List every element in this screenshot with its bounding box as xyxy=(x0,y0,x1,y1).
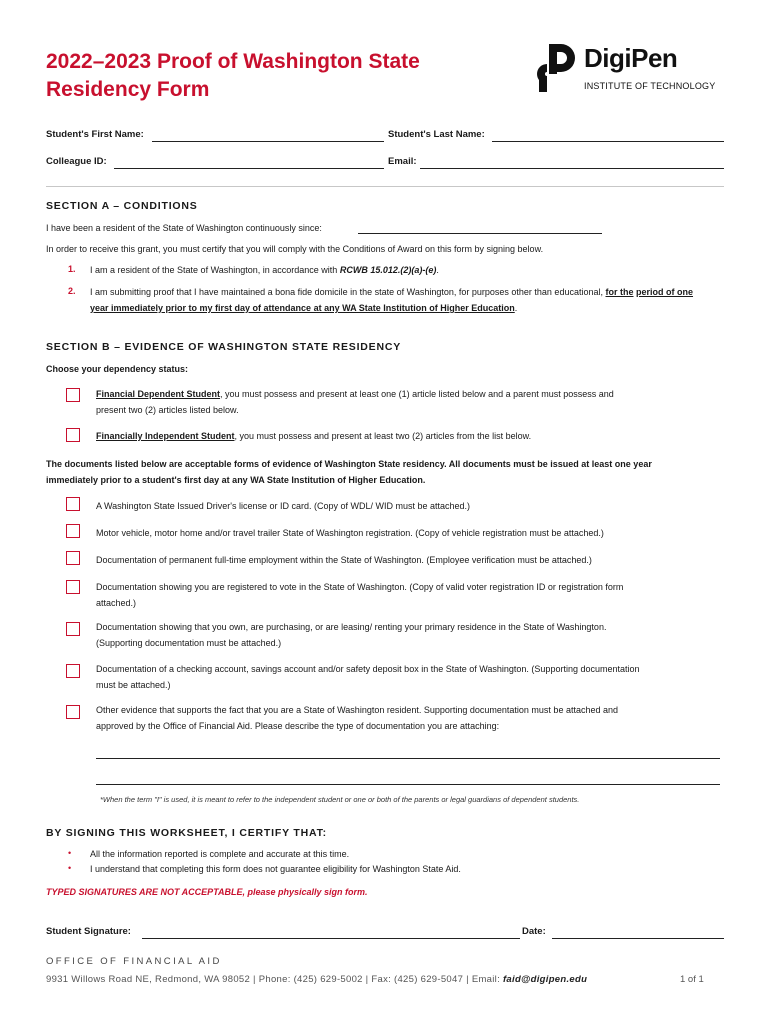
footer-contact: 9931 Willows Road NE, Redmond, WA 98052 | Phone: (425) 629-5002 | Fax: (425) 629-5047 | Email: xyxy=(46,974,501,985)
certify-bullet-1: All the information reported is complete and accurate at this time. xyxy=(90,849,350,859)
rcw-reference: RCWB 15.012.(2)(a)-(e) xyxy=(339,265,437,275)
independent-student-text: , you must possess and present at least two (2) articles from the list below. xyxy=(234,431,532,441)
certify-heading: BY SIGNING THIS WORKSHEET, I CERTIFY THAT: xyxy=(46,827,327,839)
document-text-2: (Supporting documentation must be attached.) xyxy=(96,638,282,648)
footer-office: OFFICE OF FINANCIAL AID xyxy=(46,956,222,967)
first-name-label: Student's First Name: xyxy=(46,129,144,140)
document-text: Motor vehicle, motor home and/or travel trailer State of Washington registration. (Copy of vehicle registration must be attached.) xyxy=(96,528,604,538)
document-checkbox[interactable] xyxy=(66,622,80,636)
section-a-heading: SECTION A – CONDITIONS xyxy=(46,200,198,212)
title-line-1: 2022–2023 Proof of Washington State xyxy=(46,50,420,73)
email-field[interactable] xyxy=(420,168,724,169)
document-text-2: approved by the Office of Financial Aid. Please describe the type of documentation you are attaching: xyxy=(96,721,500,731)
page-title xyxy=(46,48,506,104)
dependent-student-checkbox[interactable] xyxy=(66,388,80,402)
document-item xyxy=(96,579,716,611)
email-label: Email: xyxy=(388,156,417,167)
document-item xyxy=(96,552,716,568)
dependent-student-text-2: present two (2) articles listed below. xyxy=(96,405,239,415)
document-text: Documentation of a checking account, savings account and/or safety deposit box in the State of Washington. (Supporting documentation xyxy=(96,664,640,674)
item-1-end: . xyxy=(436,265,439,275)
other-evidence-line-1[interactable] xyxy=(96,758,720,759)
documents-note-line-2: immediately prior to a student's first day at any WA State Institution of Higher Education. xyxy=(46,475,426,485)
date-field[interactable] xyxy=(552,938,724,939)
document-text: Documentation of permanent full-time employment within the State of Washington. (Employee verification must be attached.) xyxy=(96,555,592,565)
footer-address xyxy=(46,974,587,985)
documents-note-line-1: The documents listed below are acceptable forms of evidence of Washington State residency. All documents must be issued at least one year xyxy=(46,459,652,469)
digipen-logo-icon xyxy=(535,44,581,92)
item-1-number: 1. xyxy=(68,264,76,274)
independent-student-title: Financially Independent Student xyxy=(96,431,235,441)
document-text: Documentation showing that you own, are purchasing, or are leasing/ renting your primary residence in the State of Washington. xyxy=(96,622,607,632)
document-checkbox[interactable] xyxy=(66,497,80,511)
dependent-student-title: Financial Dependent Student xyxy=(96,389,221,399)
item-2-number: 2. xyxy=(68,286,76,296)
item-1-text xyxy=(90,262,439,278)
certify-bullet-2: I understand that completing this form does not guarantee eligibility for Washington State Aid. xyxy=(90,864,461,874)
document-checkbox[interactable] xyxy=(66,524,80,538)
last-name-field[interactable] xyxy=(492,141,724,142)
document-checkbox[interactable] xyxy=(66,580,80,594)
document-item xyxy=(96,702,716,734)
document-item xyxy=(96,525,716,541)
dependency-prompt: Choose your dependency status: xyxy=(46,364,189,374)
item-2-body: I am submitting proof that I have maintained a bona fide domicile in the state of Washington, for purposes other than educational, xyxy=(90,287,603,297)
item-2-emphasis-2: period of one year immediately prior to my first day of attendance at any WA State Institution of Higher Education xyxy=(90,287,694,313)
logo-subtitle: INSTITUTE OF TECHNOLOGY xyxy=(584,81,716,91)
independent-student-checkbox[interactable] xyxy=(66,428,80,442)
date-label: Date: xyxy=(522,926,546,937)
documents-note xyxy=(46,456,736,488)
document-text-2: must be attached.) xyxy=(96,680,171,690)
dependent-student-option xyxy=(96,386,706,418)
footnote: *When the term "I" is used, it is meant to refer to the independent student or one or both of the parents or legal guardians of dependent students. xyxy=(100,795,580,804)
section-a-intro: In order to receive this grant, you must certify that you will comply with the Conditions of Award on this form by signing below. xyxy=(46,244,544,254)
page-number: 1 of 1 xyxy=(680,974,704,985)
resident-since-field[interactable] xyxy=(358,233,602,234)
document-checkbox[interactable] xyxy=(66,705,80,719)
last-name-label: Student's Last Name: xyxy=(388,129,485,140)
document-item xyxy=(96,498,716,514)
document-text: Documentation showing you are registered to vote in the State of Washington. (Copy of valid voter registration ID or registration form xyxy=(96,582,624,592)
colleague-id-label: Colleague ID: xyxy=(46,156,107,167)
bullet-icon: • xyxy=(68,848,72,858)
footer-email-link[interactable]: faid@digipen.edu xyxy=(502,974,588,985)
typed-signature-warning: TYPED SIGNATURES ARE NOT ACCEPTABLE, please physically sign form. xyxy=(46,887,368,897)
section-b-heading: SECTION B – EVIDENCE OF WASHINGTON STATE RESIDENCY xyxy=(46,341,402,353)
header-divider xyxy=(46,186,724,187)
independent-student-option xyxy=(96,428,531,444)
document-item xyxy=(96,619,716,651)
document-checkbox[interactable] xyxy=(66,551,80,565)
item-2-text xyxy=(90,284,710,316)
logo-wordmark: DigiPen xyxy=(584,43,678,73)
document-text: A Washington State Issued Driver's license or ID card. (Copy of WDL/ WID must be attached.) xyxy=(96,501,471,511)
colleague-id-field[interactable] xyxy=(114,168,384,169)
first-name-field[interactable] xyxy=(152,141,384,142)
bullet-icon: • xyxy=(68,863,72,873)
signature-label: Student Signature: xyxy=(46,926,131,937)
resident-since-label: I have been a resident of the State of Washington continuously since: xyxy=(46,223,322,233)
document-checkbox[interactable] xyxy=(66,664,80,678)
title-line-2: Residency Form xyxy=(46,78,210,101)
other-evidence-line-2[interactable] xyxy=(96,784,720,785)
document-item xyxy=(96,661,716,693)
item-2-emphasis-1: for the xyxy=(605,287,634,297)
document-text-2: attached.) xyxy=(96,598,137,608)
dependent-student-text: , you must possess and present at least one (1) article listed below and a parent must possess and xyxy=(220,389,614,399)
document-text: Other evidence that supports the fact that you are a State of Washington resident. Supporting documentation must be attached and xyxy=(96,705,618,715)
signature-field[interactable] xyxy=(142,938,520,939)
item-1-body: I am a resident of the State of Washington, in accordance with xyxy=(90,265,338,275)
item-2-end: . xyxy=(514,303,518,313)
